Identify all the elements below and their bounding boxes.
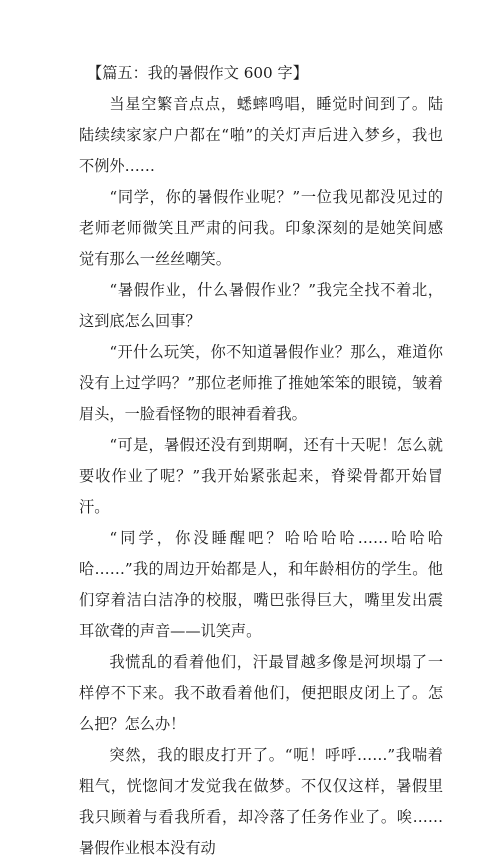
- paragraph-5: “可是，暑假还没有到期啊，还有十天呢！怎么就要收作业了呢？”我开始紧张起来，脊梁骨都开始冒汗。: [79, 436, 443, 516]
- essay-heading: 【篇五：我的暑假作文 600 字】: [87, 64, 308, 82]
- paragraph-1: 当星空繁音点点，蟋蟀鸣唱，睡觉时间到了。陆陆续续家家户户都在“啪”的关灯声后进入梦乡，我也不例外……: [79, 95, 443, 175]
- paragraph-4: “开什么玩笑，你不知道暑假作业？那么，难道你没有上过学吗？”那位老师推了推她笨笨的眼镜，皱着眉头，一脸看怪物的眼神看着我。: [79, 343, 443, 423]
- document-body: [79, 58, 443, 864]
- paragraph-8: 突然，我的眼皮打开了。“呃！呼呼……”我喘着粗气，恍惚间才发觉我在做梦。不仅仅这样，暑假里我只顾着与看我所看，却冷落了任务作业了。唉……暑假作业根本没有动: [79, 746, 443, 857]
- paragraph-3: “暑假作业，什么暑假作业？”我完全找不着北，这到底怎么回事？: [79, 281, 443, 330]
- paragraph-6: “同学，你没睡醒吧？哈哈哈哈……哈哈哈哈……”我的周边开始都是人，和年龄相仿的学生。他们穿着洁白洁净的校服，嘴巴张得巨大，嘴里发出震耳欲聋的声音——讥笑声。: [79, 529, 443, 640]
- paragraph-7: 我慌乱的看着他们，汗最冒越多像是河坝塌了一样停不下来。我不敢看着他们，便把眼皮闭上了。怎么把？怎么办！: [79, 653, 443, 733]
- paragraph-2: “同学，你的暑假作业呢？”一位我见都没见过的老师老师微笑且严肃的问我。印象深刻的是她笑间感觉有那么一丝丝嘲笑。: [79, 188, 443, 268]
